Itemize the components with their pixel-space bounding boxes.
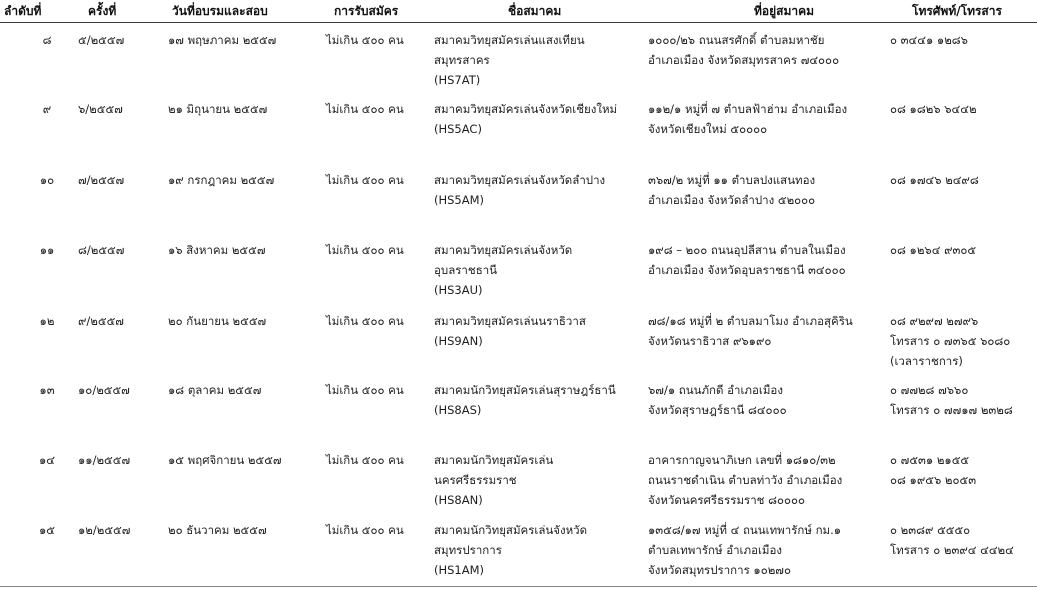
header-no: ลำดับที่ xyxy=(4,4,42,18)
association-name xyxy=(434,99,634,139)
association-name xyxy=(434,170,634,210)
association-address-line: จังหวัดสมุทรปราการ ๑๐๒๗๐ xyxy=(648,563,791,577)
session-number: ๙/๒๕๕๗ xyxy=(78,314,124,328)
association-name-line: สมาคมวิทยุสมัครเล่นจังหวัดลำปาง xyxy=(434,173,606,187)
phone-fax-line: ๐๘ ๑๒๖๔ ๙๓๐๕ xyxy=(890,243,977,257)
row-number: ๑๑ xyxy=(39,243,55,257)
training-date: ๒๐ กันยายน ๒๕๕๗ xyxy=(168,314,267,328)
association-name xyxy=(434,240,634,300)
association-name-line: สมาคมวิทยุสมัครเล่นจังหวัดเชียงใหม่ xyxy=(434,102,618,116)
association-name xyxy=(434,520,634,580)
association-name xyxy=(434,380,634,420)
table-bottom-border xyxy=(0,586,1037,587)
association-name xyxy=(434,30,634,90)
association-name-line: สมุทรสาคร xyxy=(434,53,490,67)
association-name-line: นครศรีธรรมราช xyxy=(434,473,517,487)
table-header xyxy=(0,0,1037,23)
association-name-line: สมาคมนักวิทยุสมัครเล่นสุราษฎร์ธานี xyxy=(434,383,616,397)
session-number: ๘/๒๕๕๗ xyxy=(78,243,125,257)
phone-fax xyxy=(890,170,1030,190)
association-address-line: จังหวัดนครศรีธรรมราช ๘๐๐๐๐ xyxy=(648,493,806,507)
phone-fax xyxy=(890,30,1030,50)
training-date: ๑๕ พฤศจิกายน ๒๕๕๗ xyxy=(168,453,282,467)
capacity: ไม่เกิน ๕๐๐ คน xyxy=(326,243,404,257)
association-name-line: อุบลราชธานี xyxy=(434,263,498,277)
phone-fax-line: (เวลาราชการ) xyxy=(890,354,963,368)
session-number: ๑๐/๒๕๕๗ xyxy=(78,383,130,397)
association-address-line: ๑๑๒/๑ หมู่ที่ ๗ ตำบลฟ้าฮ่าม อำเภอเมือง xyxy=(648,102,848,116)
phone-fax-line: ๐ ๒๓๘๙ ๕๕๕๐ xyxy=(890,523,971,537)
phone-fax xyxy=(890,240,1030,260)
row-number: ๘ xyxy=(42,33,52,47)
training-date: ๒๑ มิถุนายน ๒๕๕๗ xyxy=(168,102,268,116)
capacity: ไม่เกิน ๕๐๐ คน xyxy=(326,102,404,116)
association-name-line: สมาคมวิทยุสมัครเล่นแสงเทียน xyxy=(434,33,585,47)
header-time: ครั้งที่ xyxy=(88,4,117,18)
association-name-line: สมาคมวิทยุสมัครเล่นจังหวัด xyxy=(434,243,573,257)
association-name-line: สมาคมวิทยุสมัครเล่นนราธิวาส xyxy=(434,314,586,328)
association-name-line: สมาคมนักวิทยุสมัครเล่นจังหวัด xyxy=(434,523,588,537)
header-tel: โทรศัพท์/โทรสาร xyxy=(912,4,1002,18)
association-name-line: สมาคมนักวิทยุสมัครเล่น xyxy=(434,453,554,467)
association-address-line: ตำบลเทพารักษ์ อำเภอเมือง xyxy=(648,543,783,557)
association-name-line: (HS7AT) xyxy=(434,73,481,87)
association-address xyxy=(648,380,878,420)
association-address-line: อำเภอเมือง จังหวัดอุบลราชธานี ๓๔๐๐๐ xyxy=(648,263,846,277)
header-date: วันที่อบรมและสอบ xyxy=(172,4,268,18)
row-number: ๑๔ xyxy=(38,453,55,467)
training-date: ๑๗ พฤษภาคม ๒๕๕๗ xyxy=(168,33,277,47)
association-address-line: ๑๐๐๐/๒๖ ถนนสรศักดิ์ ตำบลมหาชัย xyxy=(648,33,825,47)
header-name: ชื่อสมาคม xyxy=(508,4,562,18)
association-address-line: ๖๗/๑ ถนนภักดี อำเภอเมือง xyxy=(648,383,783,397)
association-address xyxy=(648,450,878,510)
session-number: ๑๑/๒๕๕๗ xyxy=(78,453,131,467)
training-date: ๑๙ กรกฎาคม ๒๕๕๗ xyxy=(168,173,275,187)
association-address-line: ถนนราชดำเนิน ตำบลท่าวัง อำเภอเมือง xyxy=(648,473,843,487)
phone-fax-line: โทรสาร ๐ ๒๓๙๔ ๔๔๒๔ xyxy=(890,543,1014,557)
capacity: ไม่เกิน ๕๐๐ คน xyxy=(326,453,404,467)
row-number: ๙ xyxy=(42,102,52,116)
association-name-line: (HS3AU) xyxy=(434,283,483,297)
capacity: ไม่เกิน ๕๐๐ คน xyxy=(326,523,404,537)
association-address xyxy=(648,30,878,70)
session-number: ๑๒/๒๕๕๗ xyxy=(78,523,131,537)
phone-fax-line: โทรสาร ๐ ๗๗๑๗ ๒๓๒๘ xyxy=(890,403,1013,417)
session-number: ๗/๒๕๕๗ xyxy=(78,173,125,187)
association-address-line: อาคารกาญจนาภิเษก เลขที่ ๑๘๑๐/๓๒ xyxy=(648,453,836,467)
phone-fax xyxy=(890,450,1030,490)
row-number: ๑๒ xyxy=(39,314,55,328)
phone-fax-line: ๐๘ ๑๙๕๖ ๒๐๕๓ xyxy=(890,473,977,487)
training-date: ๑๖ สิงหาคม ๒๕๕๗ xyxy=(168,243,266,257)
capacity: ไม่เกิน ๕๐๐ คน xyxy=(326,314,404,328)
association-name-line: (HS9AN) xyxy=(434,334,483,348)
association-name-line: (HS1AM) xyxy=(434,563,485,577)
association-address-line: จังหวัดเชียงใหม่ ๕๐๐๐๐ xyxy=(648,122,768,136)
association-address-line: อำเภอเมือง จังหวัดลำปาง ๕๒๐๐๐ xyxy=(648,193,816,207)
phone-fax xyxy=(890,380,1030,420)
association-name xyxy=(434,450,634,510)
capacity: ไม่เกิน ๕๐๐ คน xyxy=(326,173,404,187)
phone-fax-line: โทรสาร ๐ ๗๓๖๕ ๖๐๘๐ xyxy=(890,334,1011,348)
association-name-line: (HS8AS) xyxy=(434,403,482,417)
association-address xyxy=(648,311,878,351)
association-name-line: (HS5AM) xyxy=(434,193,485,207)
capacity: ไม่เกิน ๕๐๐ คน xyxy=(326,33,404,47)
row-number: ๑๓ xyxy=(39,383,55,397)
association-address xyxy=(648,240,878,280)
association-address xyxy=(648,170,878,210)
header-capacity: การรับสมัคร xyxy=(334,4,399,18)
capacity: ไม่เกิน ๕๐๐ คน xyxy=(326,383,404,397)
association-address-line: ๗๘/๑๘ หมู่ที่ ๒ ตำบลมาโมง อำเภอสุคิริน xyxy=(648,314,853,328)
row-number: ๑๕ xyxy=(38,523,55,537)
association-name xyxy=(434,311,634,351)
phone-fax xyxy=(890,311,1030,371)
row-number: ๑๐ xyxy=(39,173,55,187)
phone-fax-line: ๐ ๗๗๒๘ ๗๖๖๐ xyxy=(890,383,969,397)
header-address: ที่อยู่สมาคม xyxy=(754,4,815,18)
association-name-line: (HS8AN) xyxy=(434,493,483,507)
phone-fax-line: ๐ ๗๕๓๑ ๒๑๕๕ xyxy=(890,453,970,467)
association-address-line: จังหวัดสุราษฎร์ธานี ๘๔๐๐๐ xyxy=(648,403,787,417)
association-address-line: อำเภอเมือง จังหวัดสมุทรสาคร ๗๔๐๐๐ xyxy=(648,53,840,67)
training-date: ๑๘ ตุลาคม ๒๕๕๗ xyxy=(168,383,262,397)
phone-fax-line: ๐ ๓๔๔๑ ๑๒๘๖ xyxy=(890,33,968,47)
phone-fax-line: ๐๘ ๙๒๙๗ ๒๗๙๖ xyxy=(890,314,979,328)
association-name-line: (HS5AC) xyxy=(434,122,482,136)
phone-fax-line: ๐๘ ๑๗๔๖ ๒๔๙๘ xyxy=(890,173,979,187)
session-number: ๖/๒๕๕๗ xyxy=(78,102,123,116)
association-address-line: ๑๓๕๘/๑๗ หมู่ที่ ๔ ถนนเทพารักษ์ กม.๑ xyxy=(648,523,842,537)
phone-fax xyxy=(890,99,1030,119)
association-address-line: ๑๙๘ – ๒๐๐ ถนนอุปลีสาน ตำบลในเมือง xyxy=(648,243,846,257)
association-address-line: จังหวัดนราธิวาส ๙๖๑๙๐ xyxy=(648,334,772,348)
association-address xyxy=(648,99,878,139)
association-name-line: สมุทรปราการ xyxy=(434,543,502,557)
session-number: ๕/๒๕๕๗ xyxy=(78,33,125,47)
association-address-line: ๓๖๗/๒ หมู่ที่ ๑๑ ตำบลปงแสนทอง xyxy=(648,173,816,187)
phone-fax xyxy=(890,520,1030,560)
phone-fax-line: ๐๘ ๑๘๒๖ ๖๔๔๒ xyxy=(890,102,977,116)
association-address xyxy=(648,520,878,580)
training-date: ๒๐ ธันวาคม ๒๕๕๗ xyxy=(168,523,267,537)
